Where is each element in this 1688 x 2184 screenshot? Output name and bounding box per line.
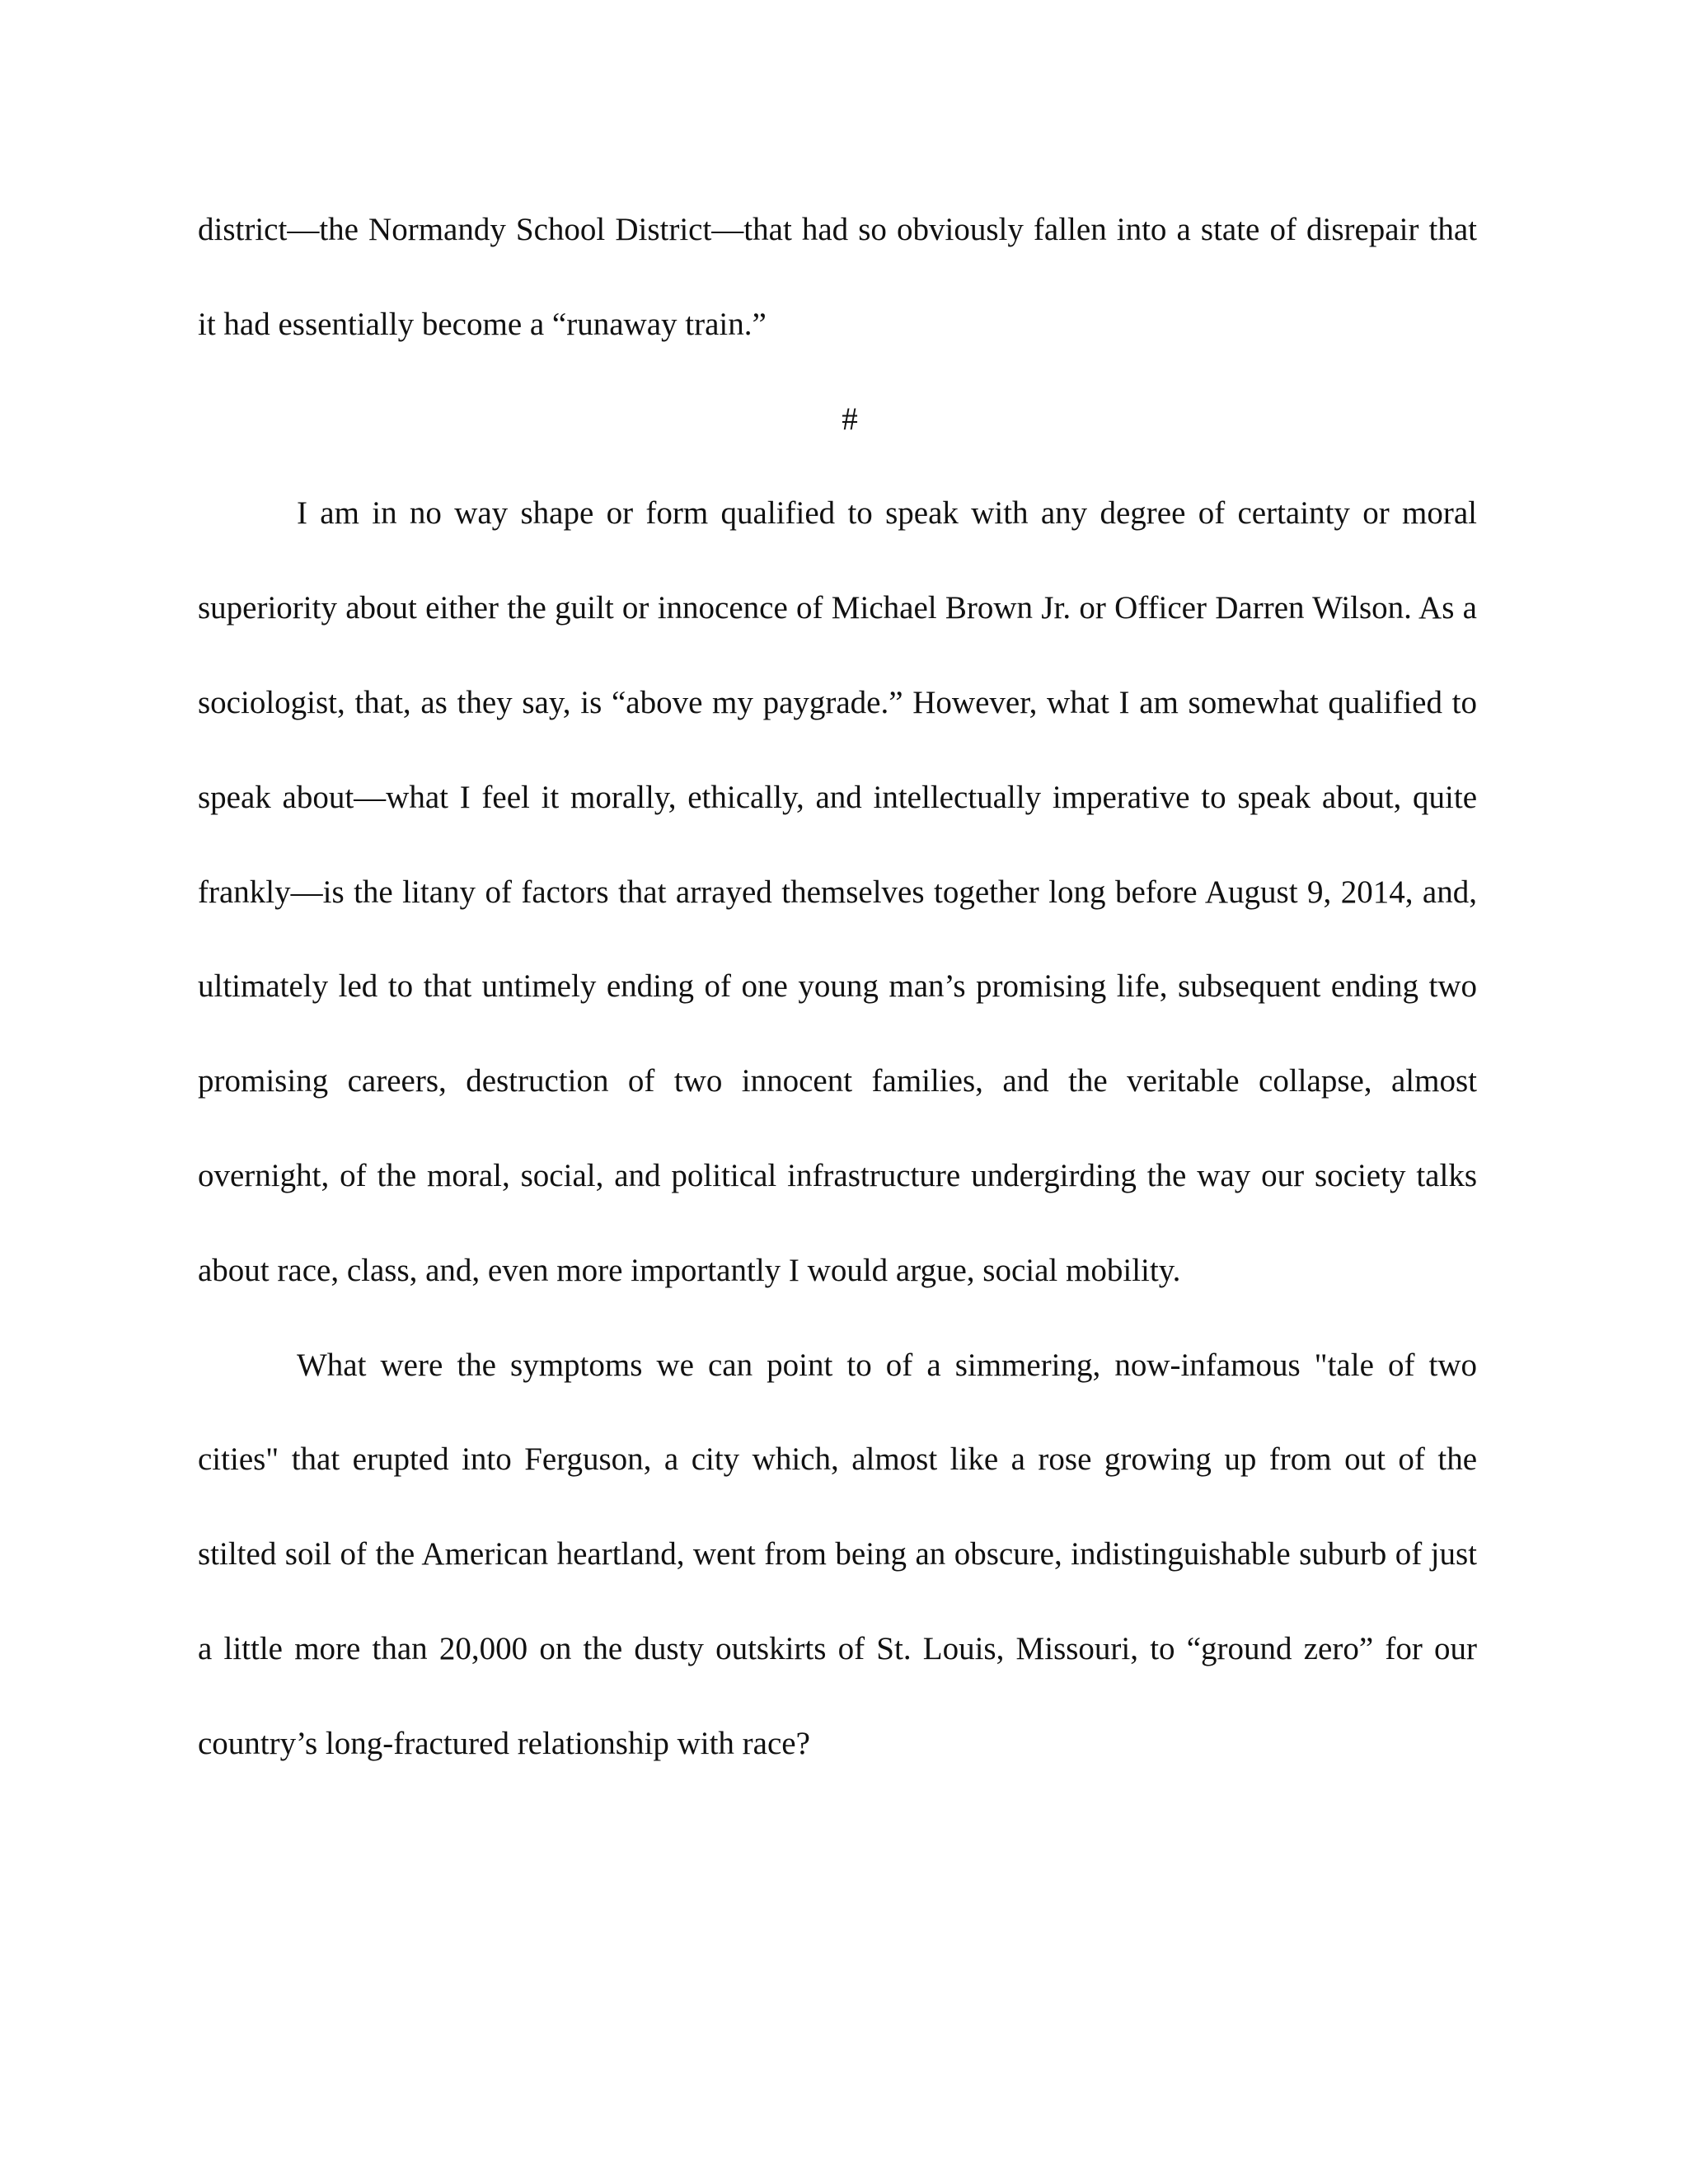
paragraph-continuation: district—the Normandy School District—that had so obviously fallen into a state of disrepair that it had essentially become a “runaway train.” — [198, 212, 1477, 342]
body-text — [198, 183, 1477, 1792]
paragraph-symptoms: What were the symptoms we can point to of a simmering, now-infamous "tale of two cities" that erupted into Ferguson, a city which, almost like a rose growing up from out of the stilted soil of the American heartland, went from being an obscure, indistinguishable suburb of just a little more than 20,000 on the dusty outskirts of St. Louis, Missouri, to “ground zero” for our country’s long-fractured relationship with race? — [198, 1347, 1477, 1761]
paragraph-qualification: I am in no way shape or form qualified to speak with any degree of certainty or moral superiority about either the guilt or innocence of Michael Brown Jr. or Officer Darren Wilson. As a sociologist, that, as they say, is “above my paygrade.” However, what I am somewhat qualified to speak about—what I feel it morally, ethically, and intellectually imperative to speak about, quite frankly—is the litany of factors that arrayed themselves together long before August 9, 2014, and, ultimately led to that untimely ending of one young man’s promising life, subsequent ending two promising careers, destruction of two innocent families, and the veritable collapse, almost overnight, of the moral, social, and political infrastructure undergirding the way our society talks about race, class, and, even more importantly I would argue, social mobility. — [198, 495, 1477, 1288]
section-break: # — [842, 401, 858, 437]
